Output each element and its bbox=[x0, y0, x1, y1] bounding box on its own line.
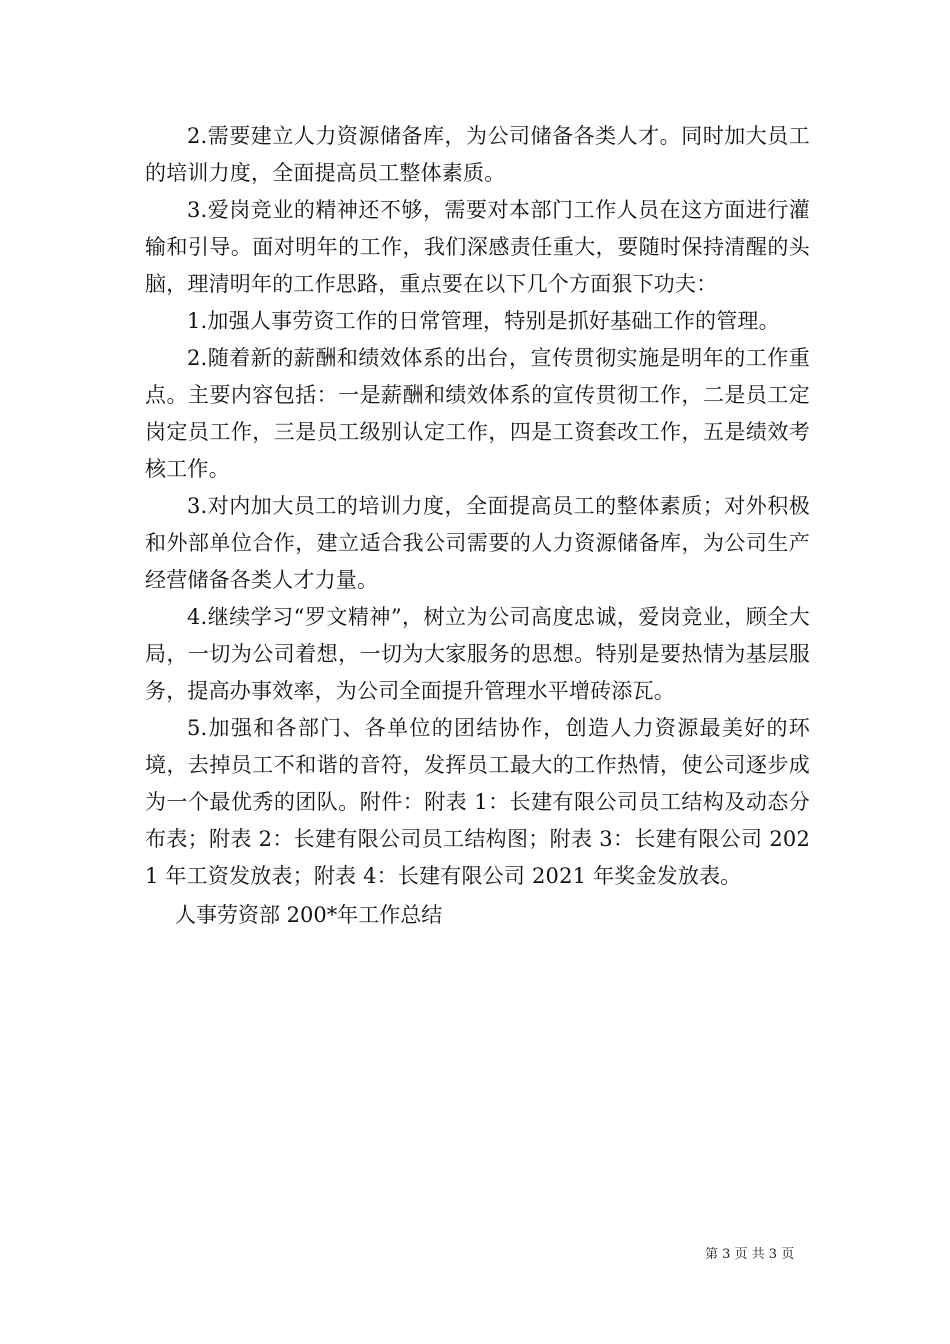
paragraph-teamwork: 5.加强和各部门、各单位的团结协作，创造人力资源最美好的环境，去掉员工不和谐的音符，发挥员工最大的工作热情，使公司逐步成为一个最优秀的团队。附件：附表 1：长建有限公司员工结构及动态分布表；附表 2：长建有限公司员工结构图；附表 3：长建有限公司 2021 年工资发放表；附表 4：长建有限公司 2021 年奖金发放表。 bbox=[145, 716, 810, 888]
paragraph-daily-management: 1.加强人事劳资工作的日常管理，特别是抓好基础工作的管理。 bbox=[187, 309, 780, 333]
closing-title: 人事劳资部 200*年工作总结 bbox=[175, 903, 443, 927]
paragraph-luowen-spirit: 4.继续学习“罗文精神”，树立为公司高度忠诚，爱岗竞业，顾全大局，一切为公司着想，一切为大家服务的思想。特别是要热情为基层服务，提高办事效率，为公司全面提升管理水平增砖添瓦。 bbox=[145, 605, 810, 703]
paragraph-dedication: 3.爱岗竞业的精神还不够，需要对本部门工作人员在这方面进行灌输和引导。面对明年的工作，我们深感责任重大，要随时保持清醒的头脑，理清明年的工作思路，重点要在以下几个方面狠下功夫： bbox=[145, 198, 810, 296]
paragraph-compensation-system: 2.随着新的薪酬和绩效体系的出台，宣传贯彻实施是明年的工作重点。主要内容包括：一是薪酬和绩效体系的宣传贯彻工作，二是员工定岗定员工作，三是员工级别认定工作，四是工资套改工作，五是绩效考核工作。 bbox=[145, 346, 810, 481]
document-body bbox=[145, 118, 810, 934]
page-number-footer: 第 3 页 共 3 页 bbox=[705, 1247, 795, 1262]
paragraph-training: 3.对内加大员工的培训力度，全面提高员工的整体素质；对外积极和外部单位合作，建立适合我公司需要的人力资源储备库，为公司生产经营储备各类人才力量。 bbox=[145, 494, 810, 592]
paragraph-talent-reserve: 2.需要建立人力资源储备库，为公司储备各类人才。同时加大员工的培训力度，全面提高员工整体素质。 bbox=[145, 124, 810, 185]
